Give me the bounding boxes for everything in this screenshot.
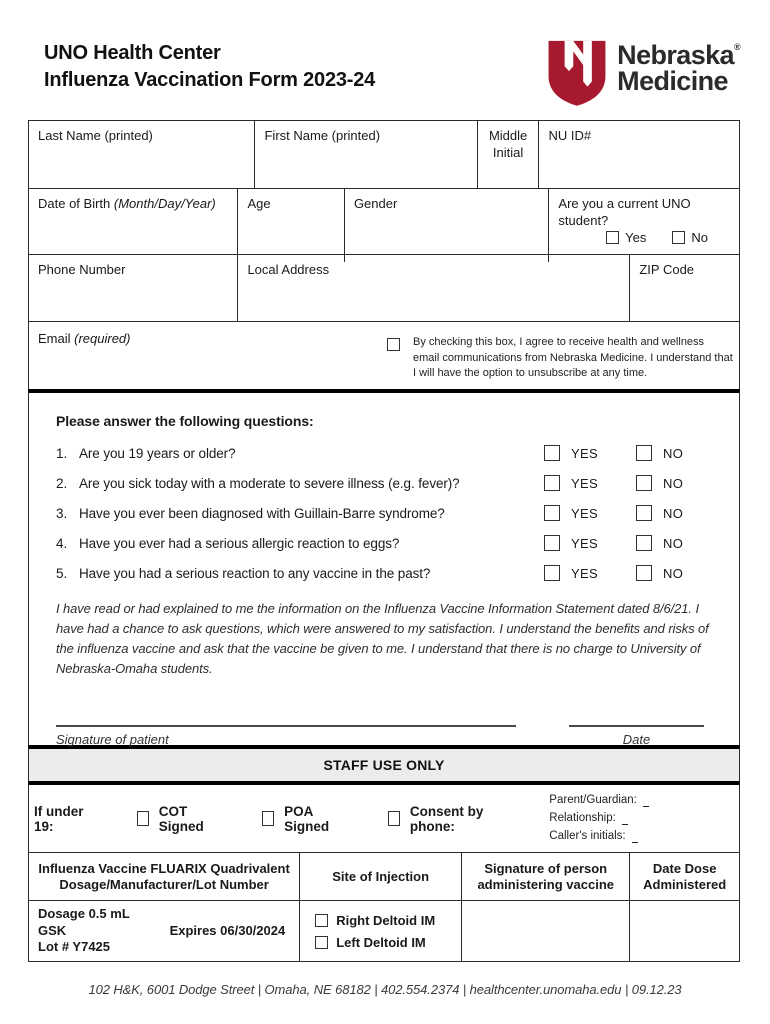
under-19-section — [28, 785, 740, 852]
parent-guardian-line[interactable] — [643, 796, 649, 807]
question-number: 1. — [56, 445, 68, 461]
question-number: 5. — [56, 565, 68, 581]
questions-heading: Please answer the following questions: — [56, 413, 314, 429]
phone-label: Phone Number — [38, 262, 126, 277]
nu-id-label: NU ID# — [548, 128, 592, 143]
cot-signed-checkbox[interactable] — [137, 811, 149, 826]
uno-no-label: No — [691, 230, 708, 245]
right-deltoid-label: Right Deltoid IM — [336, 913, 436, 929]
no-label: NO — [663, 565, 684, 581]
site-of-injection-cell — [300, 901, 462, 961]
title-line-1: UNO Health Center — [44, 42, 221, 64]
uno-yes-label: Yes — [625, 230, 647, 245]
question-number: 2. — [56, 475, 68, 491]
dob-label: Date of Birth — [38, 196, 114, 211]
cot-signed-label: COT Signed — [158, 803, 204, 834]
patient-signature-block — [56, 725, 516, 747]
vaccine-table — [28, 852, 740, 962]
gender-field[interactable] — [345, 189, 549, 262]
staff-banner-text: STAFF USE ONLY — [323, 757, 445, 773]
questions-section — [28, 389, 740, 745]
q3-yes-checkbox[interactable] — [544, 505, 560, 521]
nebraska-shield-icon — [546, 39, 608, 107]
signature-line[interactable] — [56, 725, 516, 727]
signature-row — [56, 725, 704, 747]
q4-no-checkbox[interactable] — [636, 535, 652, 551]
question-text: Are you 19 years or older? — [79, 445, 236, 461]
left-deltoid-checkbox[interactable] — [315, 936, 328, 949]
email-label-wrap — [29, 322, 139, 389]
no-label: NO — [663, 445, 684, 461]
date-line[interactable] — [569, 725, 704, 727]
relationship-line[interactable] — [622, 814, 628, 825]
consent-by-phone-checkbox[interactable] — [388, 811, 400, 826]
q1-yes-checkbox[interactable] — [544, 445, 560, 461]
q3-no-checkbox[interactable] — [636, 505, 652, 521]
local-address-label: Local Address — [247, 262, 330, 277]
site-header-text: Site of Injection — [332, 868, 430, 884]
uno-student-options — [558, 229, 730, 256]
table-row — [29, 189, 739, 255]
consent-statement: I have read or had explained to me the information on the Influenza Vaccine Information Statement dated 8/6/21. I have had a chance to ask questions, which were answered to my satisfaction. I understand the benefits and risks of the influenza vaccine and ask that the vaccine be given to me. I understand that there is no charge to University of Nebraska-Omaha students. — [56, 601, 709, 676]
date-label: Date — [622, 732, 651, 747]
vaccine-table-header — [29, 853, 739, 901]
dob-field[interactable] — [29, 189, 238, 262]
signature-header-line2: administering vaccine — [477, 876, 614, 892]
uno-no-checkbox[interactable] — [672, 231, 685, 244]
yes-label: YES — [571, 445, 598, 461]
manufacturer-row — [38, 923, 289, 940]
relationship-label: Relationship: — [549, 811, 616, 824]
footer-contact-line: 102 H&K, 6001 Dodge Street | Omaha, NE 68182 | 402.554.2374 | healthcenter.unomaha.edu | 09.12.23 — [88, 981, 682, 997]
phone-field[interactable] — [29, 255, 238, 321]
logo-wordmark — [617, 42, 740, 94]
email-consent-checkbox[interactable] — [387, 338, 400, 351]
staff-use-only-banner — [28, 745, 740, 785]
question-row-4 — [56, 535, 706, 551]
dosage-cell — [29, 901, 300, 961]
signature-header-line1: Signature of person — [484, 860, 608, 876]
signature-label: Signature of patient — [56, 732, 169, 747]
q4-yes-checkbox[interactable] — [544, 535, 560, 551]
table-row — [29, 121, 739, 189]
question-row-3 — [56, 505, 706, 521]
no-label: NO — [663, 505, 684, 521]
first-name-field[interactable] — [255, 121, 477, 188]
local-address-field[interactable] — [238, 255, 630, 321]
left-deltoid-label: Left Deltoid IM — [336, 935, 426, 951]
registered-mark: ® — [733, 42, 740, 52]
question-row-5 — [56, 565, 706, 581]
parent-guardian-row — [549, 793, 733, 807]
gender-label: Gender — [353, 196, 398, 211]
no-label: NO — [663, 535, 684, 551]
expires-text: Expires 06/30/2024 — [169, 922, 286, 938]
page-title — [44, 40, 375, 94]
date-administered-cell[interactable] — [630, 901, 739, 961]
first-name-label: First Name (printed) — [264, 128, 381, 143]
email-hint: (required) — [74, 331, 131, 346]
guardian-details-block — [549, 791, 733, 847]
date-header-line1: Date Dose — [652, 860, 717, 876]
consent-by-phone-label: Consent by phone: — [409, 803, 484, 834]
yes-label: YES — [571, 505, 598, 521]
question-text: Have you had a serious reaction to any vaccine in the past? — [79, 565, 431, 581]
q5-no-checkbox[interactable] — [636, 565, 652, 581]
signature-col-header — [462, 853, 630, 900]
vaccine-header-line1: Influenza Vaccine FLUARIX Quadrivalent — [38, 860, 290, 876]
zip-field[interactable] — [630, 255, 739, 321]
vaccine-header-line2: Dosage/Manufacturer/Lot Number — [59, 876, 269, 892]
q2-no-checkbox[interactable] — [636, 475, 652, 491]
poa-signed-label: POA Signed — [284, 803, 330, 834]
email-consent-block — [387, 322, 739, 389]
date-block — [569, 725, 704, 747]
no-label: NO — [663, 475, 684, 491]
callers-initials-row — [549, 829, 733, 843]
form-header — [0, 0, 770, 120]
email-consent-text: By checking this box, I agree to receive health and wellness email communications from Nebraska Medicine. I understand that I will have the option to unsubscribe at any time. — [413, 336, 733, 379]
last-name-label: Last Name (printed) — [38, 128, 153, 143]
q1-no-checkbox[interactable] — [636, 445, 652, 461]
administering-signature-cell[interactable] — [462, 901, 630, 961]
poa-signed-checkbox[interactable] — [262, 811, 274, 826]
yes-label: YES — [571, 565, 598, 581]
nebraska-medicine-logo — [546, 39, 740, 107]
dosage-text: Dosage 0.5 mL — [38, 906, 130, 921]
relationship-row — [549, 811, 733, 825]
callers-initials-line[interactable] — [632, 832, 638, 843]
middle-initial-label: Middle Initial — [488, 128, 528, 160]
age-field[interactable] — [238, 189, 345, 262]
date-col-header — [630, 853, 739, 900]
vaccine-col-header — [29, 853, 300, 900]
manufacturer-text: GSK — [38, 922, 67, 938]
uno-yes-checkbox[interactable] — [606, 231, 619, 244]
q5-yes-checkbox[interactable] — [544, 565, 560, 581]
question-text: Have you ever been diagnosed with Guillain-Barre syndrome? — [79, 505, 445, 521]
yes-label: YES — [571, 535, 598, 551]
uno-student-question: Are you a current UNO student? — [558, 196, 691, 228]
q2-yes-checkbox[interactable] — [544, 475, 560, 491]
age-label: Age — [247, 196, 271, 211]
date-header-line2: Administered — [643, 876, 727, 892]
logo-brand-line2: Medicine — [617, 66, 728, 96]
email-field[interactable] — [29, 322, 739, 389]
parent-guardian-label: Parent/Guardian: — [549, 793, 637, 806]
table-row — [29, 322, 739, 389]
site-col-header — [300, 853, 462, 900]
callers-initials-label: Caller's initials: — [549, 829, 626, 842]
question-number: 4. — [56, 535, 68, 551]
dob-hint: (Month/Day/Year) — [113, 196, 216, 211]
question-text: Are you sick today with a moderate to severe illness (e.g. fever)? — [79, 475, 460, 491]
logo-brand-line1: Nebraska — [617, 40, 734, 70]
question-row-1 — [56, 445, 706, 461]
zip-label: ZIP Code — [639, 262, 695, 277]
question-row-2 — [56, 475, 706, 491]
yes-label: YES — [571, 475, 598, 491]
middle-initial-field[interactable] — [478, 121, 540, 188]
last-name-field[interactable] — [29, 121, 255, 188]
if-under-19-label: If under 19: — [34, 803, 84, 834]
nu-id-field[interactable] — [539, 121, 739, 188]
uno-student-field — [549, 189, 739, 262]
email-label: Email — [38, 331, 75, 346]
question-number: 3. — [56, 505, 68, 521]
right-deltoid-checkbox[interactable] — [315, 914, 328, 927]
title-line-2: Influenza Vaccination Form 2023-24 — [44, 69, 376, 91]
table-row — [29, 255, 739, 322]
question-text: Have you ever had a serious allergic reaction to eggs? — [79, 535, 400, 551]
vaccine-table-data-row — [29, 901, 739, 961]
patient-info-table — [28, 120, 740, 389]
lot-number-text: Lot # Y7425 — [38, 939, 111, 954]
